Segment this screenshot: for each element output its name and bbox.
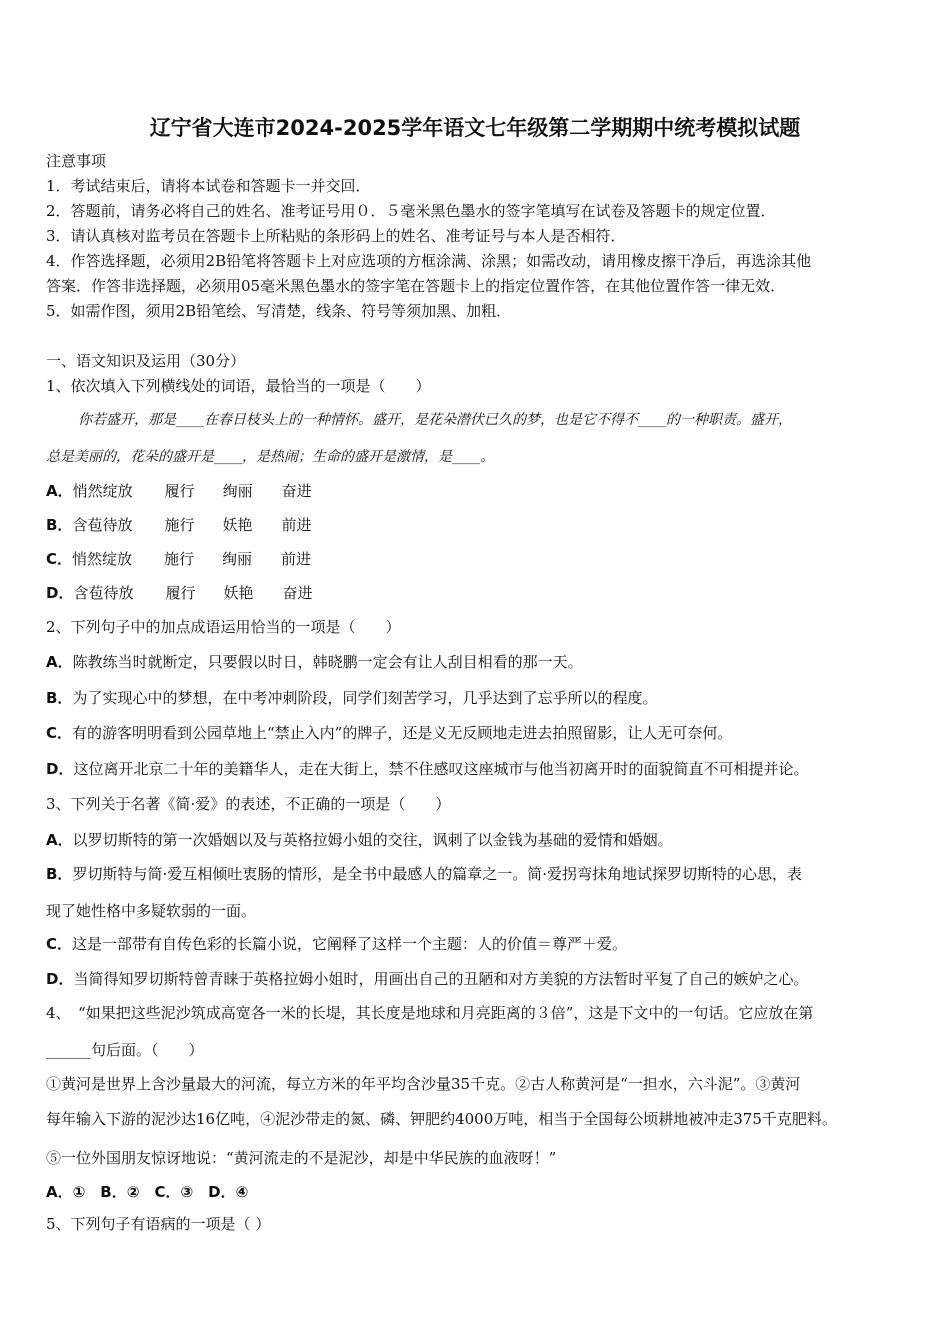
q3-option-b xyxy=(46,864,802,884)
option-word: 绚丽 xyxy=(222,482,253,500)
option-letter: D． xyxy=(46,970,74,988)
option-letter: D． xyxy=(46,760,74,778)
option-letter: A． xyxy=(46,831,73,849)
option-text: 这位离开北京二十年的美籍华人，走在大街上，禁不住感叹这座城市与他当初离开时的面貌简直不可相提并论。 xyxy=(73,760,809,778)
q4-options: A．① B．② C．③ D．④ xyxy=(46,1183,249,1201)
option-word: 前进 xyxy=(281,516,312,534)
option-letter: B． xyxy=(46,689,73,707)
q3-stem: 3、下列关于名著《简·爱》的表述，不正确的一项是（ ） xyxy=(46,795,451,813)
exam-title: 辽宁省大连市2024-2025学年语文七年级第二学期期中统考模拟试题 xyxy=(149,116,801,140)
option-letter: B． xyxy=(46,865,73,883)
q1-option-b xyxy=(46,515,311,535)
notice-item: 4．作答选择题，必须用2B铅笔将答题卡上对应选项的方框涂满、涂黑；如需改动，请用橡皮擦干净后，再选涂其他 xyxy=(46,252,812,270)
q2-option-b xyxy=(46,688,657,708)
option-letter: C． xyxy=(46,935,73,953)
option-text: 当简得知罗切斯特曾青睐于英格拉姆小姐时，用画出自己的丑陋和对方美貌的方法暂时平复了自己的嫉妒之心。 xyxy=(73,970,809,988)
q2-option-a xyxy=(46,652,583,672)
q2-option-d xyxy=(46,759,808,779)
option-letter: B． xyxy=(46,516,73,534)
q3-option-c xyxy=(46,934,627,954)
option-letter: A． xyxy=(46,482,73,500)
notice-item: 答案．作答非选择题，必须用05毫米黑色墨水的签字笔在答题卡上的指定位置作答，在其他位置作答一律无效． xyxy=(46,277,786,295)
q1-stem: 1、依次填入下列横线处的词语，最恰当的一项是（ ） xyxy=(46,377,431,395)
option-letter: D． xyxy=(46,584,74,602)
option-word: 绚丽 xyxy=(222,550,253,568)
q2-option-c xyxy=(46,723,732,743)
notice-item: 1．考试结束后，请将本试卷和答题卡一并交回． xyxy=(46,177,371,195)
notice-item: 3．请认真核对监考员在答题卡上所粘贴的条形码上的姓名、准考证号与本人是否相符． xyxy=(46,227,626,245)
q3-option-d xyxy=(46,969,808,989)
option-word: 奋进 xyxy=(282,584,313,602)
q4-stem-cont: ______句后面。（ ） xyxy=(46,1041,204,1059)
option-word: 含苞待放 xyxy=(73,584,134,602)
q4-stem: 4、 “如果把这些泥沙筑成高宽各一米的长堤，其长度是地球和月亮距离的３倍”，这是下文中的一句话。它应放在第 xyxy=(46,1004,814,1022)
option-word: 奋进 xyxy=(281,482,312,500)
q3-option-a xyxy=(46,830,673,850)
q1-option-a xyxy=(46,481,312,501)
option-letter: C． xyxy=(46,724,73,742)
option-letter: C． xyxy=(46,550,73,568)
option-word: 履行 xyxy=(165,584,196,602)
option-letter: A． xyxy=(46,653,73,671)
option-word: 悄然绽放 xyxy=(72,550,133,568)
q2-stem: 2、下列句子中的加点成语运用恰当的一项是（ ） xyxy=(46,618,401,636)
option-word: 含苞待放 xyxy=(72,516,133,534)
option-word: 施行 xyxy=(164,516,195,534)
q4-passage: ①黄河是世界上含沙量最大的河流，每立方米的年平均含沙量35千克。②古人称黄河是“一担水，六斗泥”。③黄河 xyxy=(46,1075,801,1093)
q1-passage: 总是美丽的，花朵的盛开是____，是热闹；生命的盛开是激情，是____。 xyxy=(46,449,494,465)
q3-option-b-cont: 现了她性格中多疑软弱的一面。 xyxy=(46,902,257,920)
q4-passage: ⑤一位外国朋友惊讶地说：“黄河流走的不是泥沙，却是中华民族的血液呀！” xyxy=(46,1149,557,1167)
q1-option-c xyxy=(46,549,311,569)
option-word: 悄然绽放 xyxy=(72,482,133,500)
option-text: 陈教练当时就断定，只要假以时日，韩晓鹏一定会有让人刮目相看的那一天。 xyxy=(72,653,583,671)
option-text: 以罗切斯特的第一次婚姻以及与英格拉姆小姐的交往，讽刺了以金钱为基础的爱情和婚姻。 xyxy=(72,831,673,849)
option-word: 履行 xyxy=(164,482,195,500)
q5-stem: 5、下列句子有语病的一项是（ ） xyxy=(46,1215,271,1233)
option-text: 为了实现心中的梦想，在中考冲刺阶段，同学们刻苦学习，几乎达到了忘乎所以的程度。 xyxy=(72,689,658,707)
option-word: 施行 xyxy=(164,550,195,568)
notice-heading: 注意事项 xyxy=(46,152,107,170)
q4-passage: 每年输入下游的泥沙达16亿吨，④泥沙带走的氮、磷、钾肥约4000万吨，相当于全国每公顷耕地被冲走375千克肥料。 xyxy=(46,1110,837,1128)
option-text: 这是一部带有自传色彩的长篇小说，它阐释了这样一个主题：人的价值＝尊严＋爱。 xyxy=(72,935,628,953)
option-text: 有的游客明明看到公园草地上“禁止入内”的牌子，还是义无反顾地走进去拍照留影，让人无可奈何。 xyxy=(72,724,733,742)
section-heading: 一、语文知识及运用（30分） xyxy=(46,352,246,370)
option-word: 妖艳 xyxy=(222,516,253,534)
option-text: 罗切斯特与简·爱互相倾吐衷肠的情形，是全书中最感人的篇章之一。简·爱拐弯抹角地试探罗切斯特的心思，表 xyxy=(72,865,802,883)
notice-item: 5．如需作图，须用2B铅笔绘、写清楚，线条、符号等须加黑、加粗． xyxy=(46,302,512,320)
notice-item: 2．答题前，请务必将自己的姓名、准考证号用０．５毫米黑色墨水的签字笔填写在试卷及答题卡的规定位置． xyxy=(46,202,776,220)
q1-passage: 你若盛开，那是____在春日枝头上的一种情怀。盛开，是花朵潜伏已久的梦，也是它不得不____的一种职责。盛开， xyxy=(78,412,792,428)
q1-option-d xyxy=(46,583,312,603)
option-word: 前进 xyxy=(281,550,312,568)
option-word: 妖艳 xyxy=(223,584,254,602)
